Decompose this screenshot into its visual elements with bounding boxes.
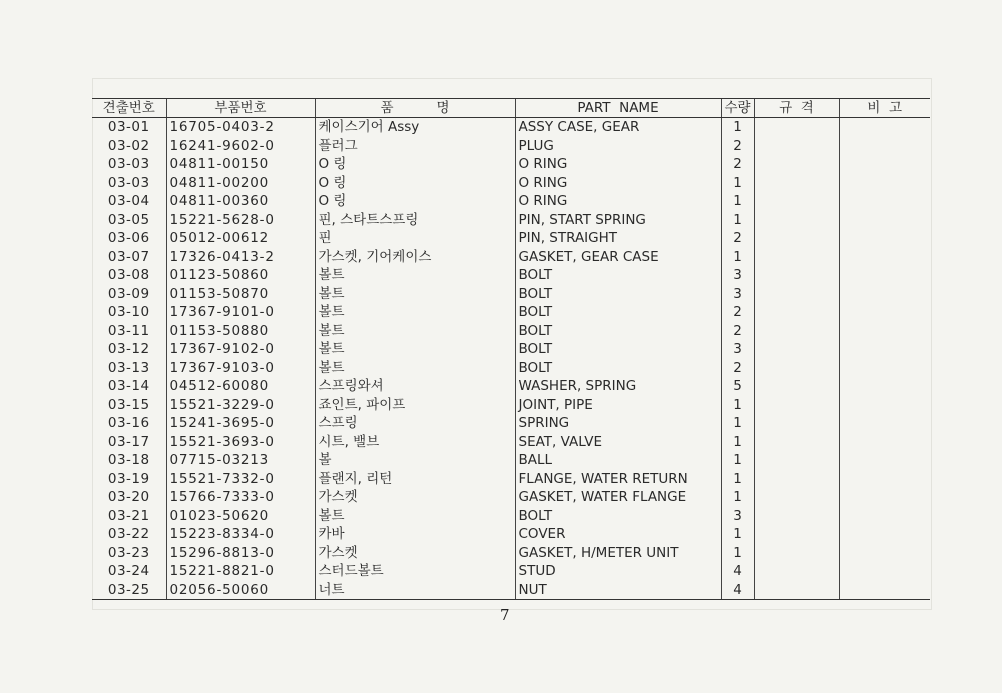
- remarks-cell: [839, 525, 930, 544]
- name-korean-cell: O 링: [315, 174, 515, 193]
- part-name-cell: O RING: [515, 174, 721, 193]
- name-korean-cell: 시트, 밸브: [315, 433, 515, 452]
- quantity-cell: 1: [721, 488, 754, 507]
- index-no-cell: 03-25: [92, 581, 166, 600]
- part-name-cell: GASKET, WATER FLANGE: [515, 488, 721, 507]
- index-no-cell: 03-15: [107, 396, 150, 413]
- part-name-cell: BOLT: [515, 303, 721, 322]
- spec-cell: [754, 525, 839, 544]
- quantity-cell: 1: [721, 396, 754, 415]
- spec-cell: [754, 377, 839, 396]
- remarks-cell: [839, 248, 930, 267]
- name-korean-cell: 스터드볼트: [315, 562, 515, 581]
- spec-cell: [754, 192, 839, 211]
- remarks-cell: [839, 544, 930, 563]
- part-name-cell: O RING: [515, 155, 721, 174]
- part-name-cell: PIN, STRAIGHT: [515, 229, 721, 248]
- index-no-cell: 03-19: [107, 470, 150, 487]
- table-body: [92, 118, 930, 600]
- quantity-cell: 1: [721, 192, 754, 211]
- spec-cell: [754, 266, 839, 285]
- part-name-cell: JOINT, PIPE: [515, 396, 721, 415]
- part-name-cell: BOLT: [515, 359, 721, 378]
- table-row: [92, 451, 930, 470]
- quantity-cell: 1: [721, 414, 754, 433]
- table-row: [92, 285, 930, 304]
- part-name-cell: BOLT: [515, 285, 721, 304]
- index-no-cell: 03-20: [107, 489, 150, 506]
- name-korean-cell: 볼트: [315, 285, 515, 304]
- quantity-cell: 3: [721, 340, 754, 359]
- spec-cell: [754, 544, 839, 563]
- name-korean-cell: 볼트: [315, 322, 515, 341]
- part-name-cell: NUT: [515, 581, 721, 600]
- table-row: [92, 266, 930, 285]
- quantity-cell: 5: [721, 377, 754, 396]
- part-no-cell: 04811-00150: [166, 155, 315, 174]
- name-korean-cell: 스프링와셔: [315, 377, 515, 396]
- table-row: [92, 525, 930, 544]
- remarks-cell: [839, 414, 930, 433]
- remarks-cell: [839, 377, 930, 396]
- name-korean-cell: O 링: [315, 192, 515, 211]
- remarks-cell: [839, 322, 930, 341]
- part-no-cell: 15521-3229-0: [166, 396, 315, 415]
- spec-cell: [754, 414, 839, 433]
- part-name-cell: GASKET, GEAR CASE: [515, 248, 721, 267]
- part-no-cell: 07715-03213: [166, 451, 315, 470]
- part-name-cell: BOLT: [515, 340, 721, 359]
- table-row: [92, 544, 930, 563]
- part-name-cell: STUD: [515, 562, 721, 581]
- index-no-cell: 03-13: [107, 359, 150, 376]
- spec-cell: [754, 359, 839, 378]
- quantity-cell: 1: [721, 433, 754, 452]
- table-row: [92, 248, 930, 267]
- part-no-cell: 17367-9101-0: [166, 303, 315, 322]
- index-no-cell: 03-03: [107, 156, 150, 173]
- remarks-cell: [839, 211, 930, 230]
- remarks-cell: [839, 285, 930, 304]
- spec-cell: [754, 433, 839, 452]
- part-no-cell: 16705-0403-2: [166, 118, 315, 137]
- name-korean-cell: 가스켓: [315, 488, 515, 507]
- part-name-cell: SPRING: [515, 414, 721, 433]
- index-no-cell: 03-07: [107, 248, 150, 265]
- header-index-no: 견출번호: [92, 99, 166, 118]
- index-no-cell: 03-18: [107, 452, 150, 469]
- part-no-cell: 04512-60080: [166, 377, 315, 396]
- remarks-cell: [839, 470, 930, 489]
- spec-cell: [754, 211, 839, 230]
- name-korean-cell: 가스켓, 기어케이스: [315, 248, 515, 267]
- part-name-cell: WASHER, SPRING: [515, 377, 721, 396]
- part-no-cell: 05012-00612: [166, 229, 315, 248]
- spec-cell: [754, 248, 839, 267]
- name-korean-cell: 케이스기어 Assy: [315, 118, 515, 137]
- table-row: [92, 303, 930, 322]
- header-quantity: 수량: [721, 99, 754, 118]
- remarks-cell: [839, 137, 930, 156]
- remarks-cell: [839, 359, 930, 378]
- name-korean-cell: 플러그: [315, 137, 515, 156]
- header-spec: 규 격: [754, 99, 839, 118]
- part-name-cell: FLANGE, WATER RETURN: [515, 470, 721, 489]
- quantity-cell: 2: [721, 303, 754, 322]
- name-korean-cell: 가스켓: [315, 544, 515, 563]
- remarks-cell: [839, 396, 930, 415]
- index-no-cell: 03-05: [107, 211, 150, 228]
- index-no-cell: 03-08: [107, 267, 150, 284]
- table-row: [92, 174, 930, 193]
- quantity-cell: 1: [721, 174, 754, 193]
- name-korean-cell: 핀, 스타트스프링: [315, 211, 515, 230]
- part-no-cell: 15521-3693-0: [166, 433, 315, 452]
- table-row: [92, 470, 930, 489]
- name-korean-cell: 볼트: [315, 340, 515, 359]
- quantity-cell: 2: [721, 322, 754, 341]
- name-korean-cell: O 링: [315, 155, 515, 174]
- index-no-cell: 03-12: [107, 341, 150, 358]
- part-no-cell: 15223-8334-0: [166, 525, 315, 544]
- header-part-no: 부품번호: [166, 99, 315, 118]
- table-row: [92, 359, 930, 378]
- spec-cell: [754, 137, 839, 156]
- part-name-cell: O RING: [515, 192, 721, 211]
- table-row: [92, 414, 930, 433]
- index-no-cell: 03-14: [107, 378, 150, 395]
- spec-cell: [754, 488, 839, 507]
- spec-cell: [754, 322, 839, 341]
- name-korean-cell: 스프링: [315, 414, 515, 433]
- quantity-cell: 2: [721, 359, 754, 378]
- name-korean-cell: 카바: [315, 525, 515, 544]
- spec-cell: [754, 470, 839, 489]
- index-no-cell: 03-16: [107, 415, 150, 432]
- quantity-cell: 2: [721, 229, 754, 248]
- name-korean-cell: 너트: [315, 581, 515, 600]
- index-no-cell: 03-23: [107, 544, 150, 561]
- spec-cell: [754, 285, 839, 304]
- remarks-cell: [839, 266, 930, 285]
- spec-cell: [754, 451, 839, 470]
- part-name-cell: BOLT: [515, 507, 721, 526]
- spec-cell: [754, 396, 839, 415]
- part-name-cell: PIN, START SPRING: [515, 211, 721, 230]
- remarks-cell: [839, 229, 930, 248]
- quantity-cell: 4: [721, 562, 754, 581]
- spec-cell: [754, 340, 839, 359]
- remarks-cell: [839, 174, 930, 193]
- part-no-cell: 17326-0413-2: [166, 248, 315, 267]
- remarks-cell: [839, 340, 930, 359]
- header-remarks: 비 고: [839, 99, 930, 118]
- table-row: [92, 322, 930, 341]
- name-korean-cell: 볼트: [315, 266, 515, 285]
- index-no-cell: 03-24: [107, 563, 150, 580]
- part-name-cell: SEAT, VALVE: [515, 433, 721, 452]
- remarks-cell: [839, 562, 930, 581]
- part-name-cell: GASKET, H/METER UNIT: [515, 544, 721, 563]
- index-no-cell: 03-09: [107, 285, 150, 302]
- part-no-cell: 01023-50620: [166, 507, 315, 526]
- name-korean-cell: 볼트: [315, 507, 515, 526]
- remarks-cell: [839, 451, 930, 470]
- quantity-cell: 1: [721, 470, 754, 489]
- remarks-cell: [839, 303, 930, 322]
- page-number: 7: [500, 606, 510, 624]
- name-korean-cell: 죠인트, 파이프: [315, 396, 515, 415]
- remarks-cell: [839, 507, 930, 526]
- quantity-cell: 2: [721, 155, 754, 174]
- header-part-name: PART NAME: [515, 99, 721, 118]
- part-no-cell: 04811-00360: [166, 192, 315, 211]
- quantity-cell: 1: [721, 248, 754, 267]
- remarks-cell: [839, 118, 930, 137]
- index-no-cell: 03-17: [107, 433, 150, 450]
- table-header: [92, 99, 930, 118]
- quantity-cell: 3: [721, 266, 754, 285]
- table-row: [92, 192, 930, 211]
- quantity-cell: 2: [721, 137, 754, 156]
- table-row: [92, 211, 930, 230]
- part-no-cell: 15241-3695-0: [166, 414, 315, 433]
- spec-cell: [754, 155, 839, 174]
- table-row: [92, 229, 930, 248]
- part-no-cell: 15296-8813-0: [166, 544, 315, 563]
- table-row: [92, 377, 930, 396]
- spec-cell: [754, 303, 839, 322]
- part-no-cell: 15221-8821-0: [166, 562, 315, 581]
- remarks-cell: [839, 433, 930, 452]
- remarks-cell: [839, 488, 930, 507]
- quantity-cell: 1: [721, 451, 754, 470]
- part-no-cell: 01153-50880: [166, 322, 315, 341]
- parts-table: [92, 98, 930, 600]
- part-no-cell: 17367-9103-0: [166, 359, 315, 378]
- part-no-cell: 16241-9602-0: [166, 137, 315, 156]
- table-row: [92, 433, 930, 452]
- index-no-cell: 03-01: [107, 119, 150, 136]
- part-no-cell: 17367-9102-0: [166, 340, 315, 359]
- table-row: [92, 396, 930, 415]
- index-no-cell: 03-10: [107, 304, 150, 321]
- spec-cell: [754, 174, 839, 193]
- index-no-cell: 03-22: [107, 526, 150, 543]
- quantity-cell: 3: [721, 285, 754, 304]
- name-korean-cell: 볼트: [315, 303, 515, 322]
- table-row: [92, 137, 930, 156]
- name-korean-cell: 볼: [315, 451, 515, 470]
- table-row: [92, 155, 930, 174]
- table-row: [92, 118, 930, 137]
- index-no-cell: 03-04: [107, 193, 150, 210]
- part-name-cell: PLUG: [515, 137, 721, 156]
- name-korean-cell: 볼트: [315, 359, 515, 378]
- remarks-cell: [839, 155, 930, 174]
- quantity-cell: 1: [721, 544, 754, 563]
- quantity-cell: 1: [721, 118, 754, 137]
- index-no-cell: 03-06: [107, 230, 150, 247]
- quantity-cell: 1: [721, 211, 754, 230]
- name-korean-cell: 핀: [315, 229, 515, 248]
- part-no-cell: 15521-7332-0: [166, 470, 315, 489]
- part-no-cell: 02056-50060: [166, 581, 315, 600]
- name-korean-cell: 플랜지, 리턴: [315, 470, 515, 489]
- part-name-cell: ASSY CASE, GEAR: [515, 118, 721, 137]
- part-name-cell: BOLT: [515, 322, 721, 341]
- remarks-cell: [839, 581, 930, 600]
- part-no-cell: 01123-50860: [166, 266, 315, 285]
- quantity-cell: 4: [721, 581, 754, 600]
- spec-cell: [754, 229, 839, 248]
- index-no-cell: 03-11: [107, 322, 150, 339]
- part-no-cell: 15221-5628-0: [166, 211, 315, 230]
- table-row: [92, 507, 930, 526]
- header-name-korean: 품 명: [315, 99, 515, 118]
- table-row: [92, 340, 930, 359]
- part-no-cell: 04811-00200: [166, 174, 315, 193]
- spec-cell: [754, 118, 839, 137]
- table-row: [92, 488, 930, 507]
- part-no-cell: 01153-50870: [166, 285, 315, 304]
- quantity-cell: 3: [721, 507, 754, 526]
- index-no-cell: 03-03: [107, 174, 150, 191]
- quantity-cell: 1: [721, 525, 754, 544]
- index-no-cell: 03-02: [107, 137, 150, 154]
- part-name-cell: BALL: [515, 451, 721, 470]
- remarks-cell: [839, 192, 930, 211]
- spec-cell: [754, 507, 839, 526]
- part-name-cell: COVER: [515, 525, 721, 544]
- spec-cell: [754, 581, 839, 600]
- table-row: [92, 562, 930, 581]
- spec-cell: [754, 562, 839, 581]
- part-name-cell: BOLT: [515, 266, 721, 285]
- index-no-cell: 03-21: [107, 507, 150, 524]
- part-no-cell: 15766-7333-0: [166, 488, 315, 507]
- table-row: [92, 581, 930, 600]
